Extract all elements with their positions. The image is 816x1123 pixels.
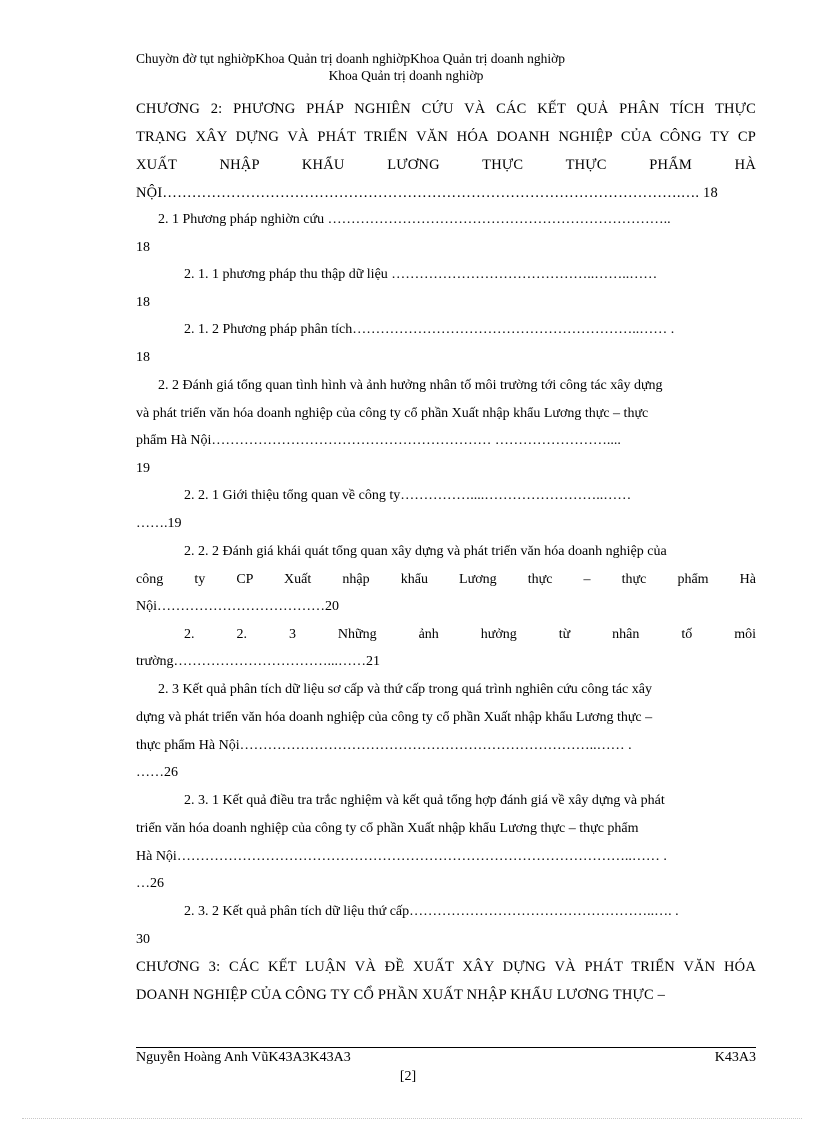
footer-author: Nguyễn Hoàng Anh VũK43A3K43A3 xyxy=(136,1050,351,1065)
toc-line: 19 xyxy=(136,461,150,476)
toc-line: 2. 3. 2 Kết quả phân tích dữ liệu thứ cấp……………………………………………..…. . xyxy=(184,904,679,919)
toc-line: …….19 xyxy=(136,516,182,531)
toc-line: 18 xyxy=(136,350,150,365)
toc-line: trường……………………………...……21 xyxy=(136,654,381,669)
toc-line: phẩm Hà Nội…………………………………………………… …………………….... xyxy=(136,433,621,448)
page-bottom-border xyxy=(22,1118,802,1119)
toc-line: và phát triển văn hóa doanh nghiệp của công ty cổ phần Xuất nhập khẩu Lương thực – thực xyxy=(136,406,649,421)
toc-line: công ty CP Xuất nhập khẩu Lương thực – thực phẩm Hà xyxy=(136,572,756,587)
toc-line: DOANH NGHIỆP CỦA CÔNG TY CỔ PHẦN XUẤT NHẬP KHẨU LƯƠNG THỰC – xyxy=(136,987,666,1003)
toc-line: thực phẩm Hà Nội…………………………………………………………………..…… . xyxy=(136,738,632,753)
toc-line: 2. 1 Phương pháp nghiờn cứu ……………………………………………………………….. xyxy=(158,212,671,227)
header-line-1: Chuyờn đờ tụt nghiờpKhoa Quản trị doanh nghiờpKhoa Quản trị doanh nghiờp xyxy=(136,51,566,66)
toc-line: 2. 1. 1 phương pháp thu thập dữ liệu ……………………………………..……..…… xyxy=(184,267,658,282)
toc-line: 18 xyxy=(136,240,150,255)
toc-line: XUẤT NHẬP KHẨU LƯƠNG THỰC THỰC PHẨM HÀ xyxy=(136,157,756,173)
toc-line: 30 xyxy=(136,932,150,947)
toc-line: …26 xyxy=(136,876,164,891)
page-number: [2] xyxy=(399,1069,417,1084)
toc-line: triển văn hóa doanh nghiệp của công ty cổ phần Xuất nhập khẩu Lương thực – thực phẩm xyxy=(136,821,639,836)
toc-line: dựng và phát triển văn hóa doanh nghiệp của công ty cổ phần Xuất nhập khẩu Lương thực – xyxy=(136,710,653,725)
toc-line: Nội………………………………20 xyxy=(136,599,339,614)
toc-line: 18 xyxy=(136,295,150,310)
toc-line: CHƯƠNG 3: CÁC KẾT LUẬN VÀ ĐỀ XUẤT XÂY DỰNG VÀ PHÁT TRIỂN VĂN HÓA xyxy=(136,959,756,975)
toc-line: NỘI…………………………………………………………………………………………….…. 18 xyxy=(136,185,718,201)
header-line-2: Khoa Quản trị doanh nghiờp xyxy=(328,68,484,83)
toc-line: CHƯƠNG 2: PHƯƠNG PHÁP NGHIÊN CỨU VÀ CÁC KẾT QUẢ PHÂN TÍCH THỰC xyxy=(136,101,756,117)
toc-line: Hà Nội……………………………………………………………………………………..…… . xyxy=(136,849,667,864)
toc-line: 2. 3 Kết quả phân tích dữ liệu sơ cấp và thứ cấp trong quá trình nghiên cứu công tác xây xyxy=(158,682,652,697)
toc-line: 2. 3. 1 Kết quả điều tra trắc nghiệm và kết quả tổng hợp đánh giá về xây dựng và phát xyxy=(184,793,665,808)
toc-line: 2. 1. 2 Phương pháp phân tích……………………………………………………..…… . xyxy=(184,322,675,337)
toc-line: 2. 2. 2 Đánh giá khái quát tổng quan xây dựng và phát triển văn hóa doanh nghiệp của xyxy=(184,544,667,559)
toc-line: ……26 xyxy=(136,765,178,780)
toc-line: 2. 2. 3 Những ảnh hưởng từ nhân tố môi xyxy=(184,627,756,642)
toc-line: 2. 2. 1 Giới thiệu tổng quan về công ty……………....……………………..…… xyxy=(184,488,632,503)
footer-class: K43A3 xyxy=(714,1050,756,1065)
toc-line: TRẠNG XÂY DỰNG VÀ PHÁT TRIỂN VĂN HÓA DOANH NGHIỆP CỦA CÔNG TY CP xyxy=(136,129,756,145)
toc-line: 2. 2 Đánh giá tổng quan tình hình và ảnh hưởng nhân tố môi trường tới công tác xây dựng xyxy=(158,378,663,393)
footer-divider xyxy=(136,1047,756,1048)
